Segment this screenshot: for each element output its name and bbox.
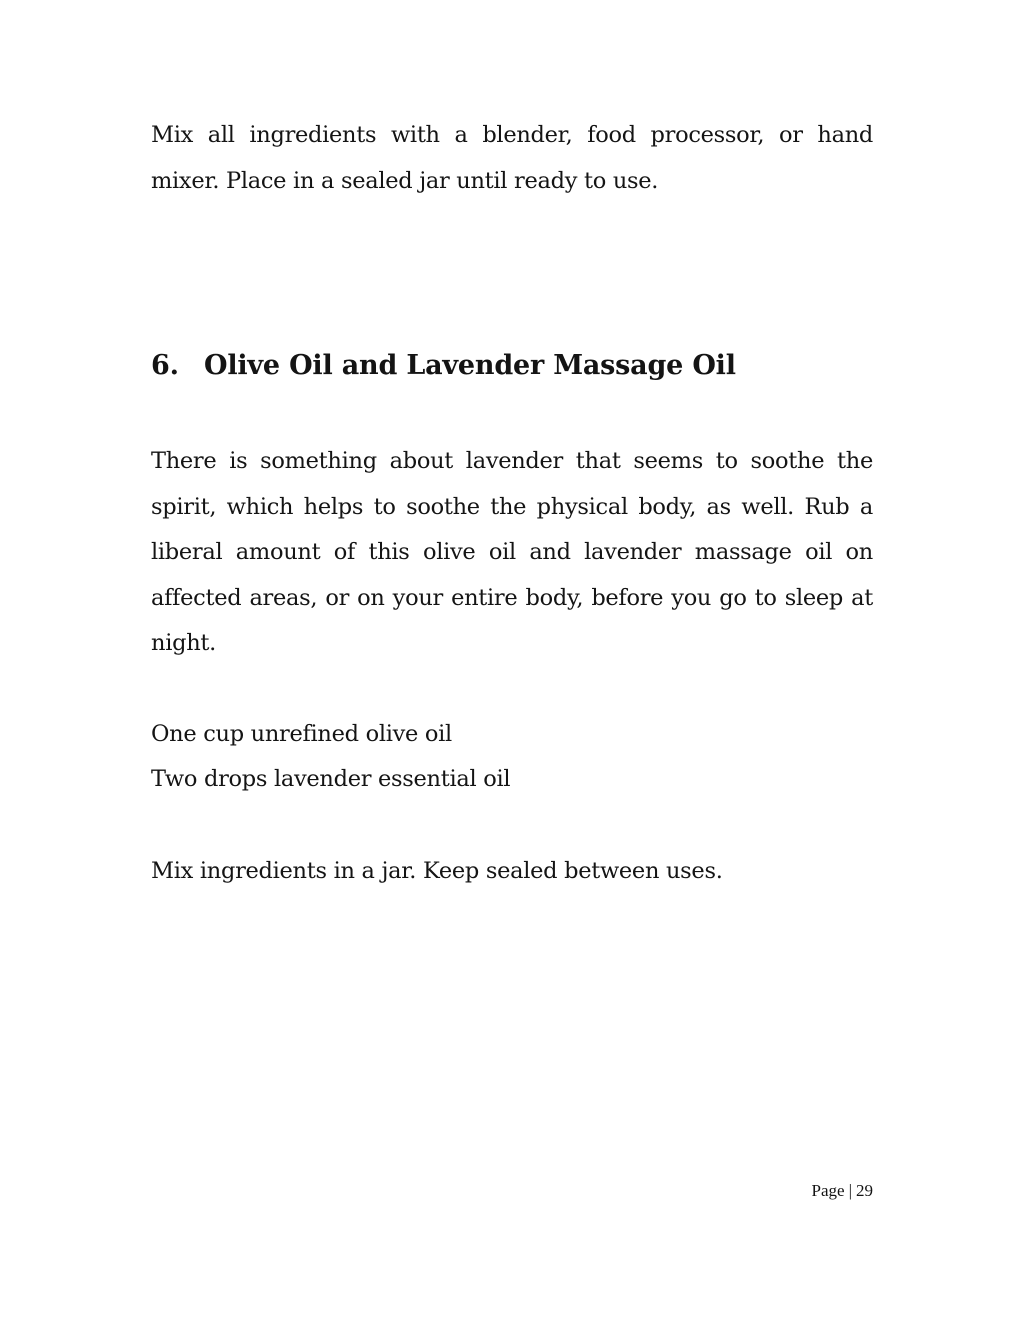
page-label: Page <box>811 1181 845 1200</box>
description-paragraph: There is something about lavender that seems to soothe the spirit, which helps to soothe the physical body, as well. Rub a liberal amount of this olive oil and lavender massage oil on affected areas, or on your entire body, before you go to sleep at night. <box>151 448 873 656</box>
instructions-paragraph: Mix ingredients in a jar. Keep sealed between uses. <box>151 858 723 884</box>
section-number: 6. <box>151 350 179 381</box>
page-number: 29 <box>856 1181 873 1200</box>
ingredient-item: One cup unrefined olive oil <box>151 721 452 747</box>
ingredient-item: Two drops lavender essential oil <box>151 766 511 792</box>
page-separator: | <box>848 1181 852 1200</box>
page-footer <box>812 1180 873 1202</box>
section-title: Olive Oil and Lavender Massage Oil <box>204 350 736 381</box>
intro-paragraph: Mix all ingredients with a blender, food processor, or hand mixer. Place in a sealed jar until ready to use. <box>151 122 873 194</box>
section-heading <box>151 344 736 388</box>
